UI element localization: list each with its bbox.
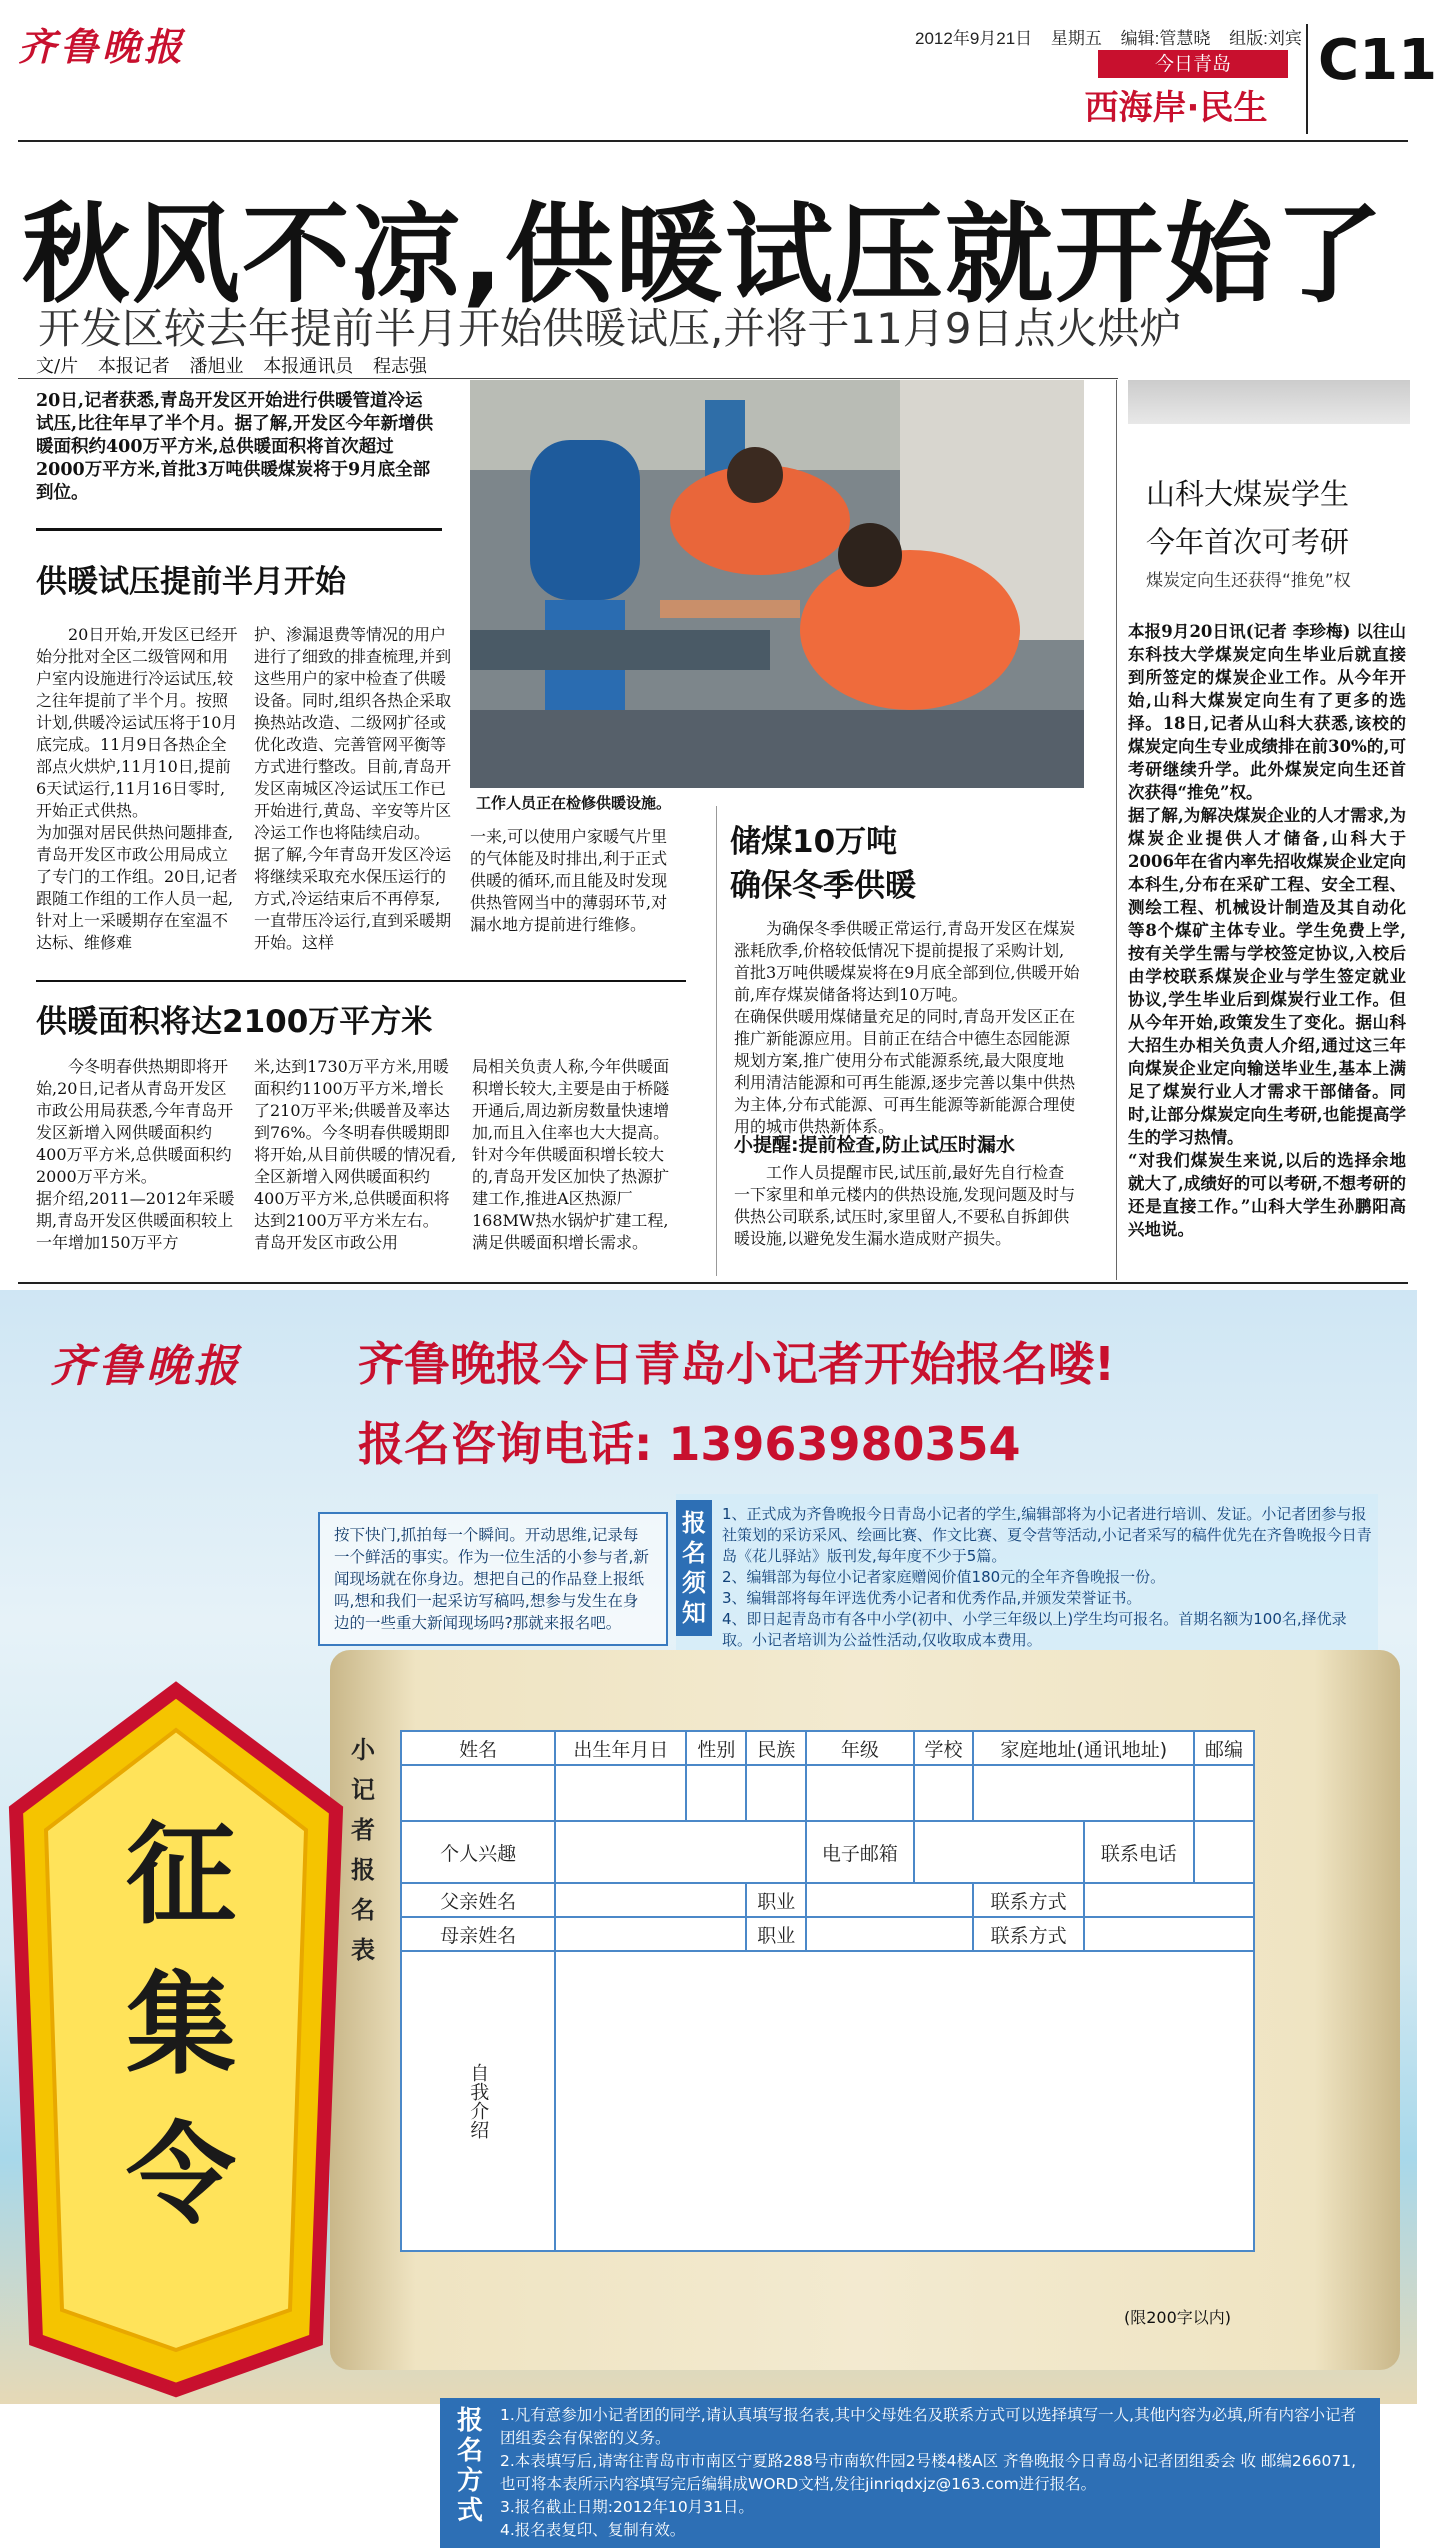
- page-number: C11: [1318, 28, 1437, 93]
- form-header: 家庭地址(通讯地址): [973, 1731, 1194, 1765]
- article-column: 局相关负责人称,今年供暖面积增长较大,主要是由于桥隧开通后,周边新房数量快速增加,而且入住率也大大提高。针对今年供暖面积增长较大的,青岛开发区加快了热源扩建工作,推进A区热源厂168MW热水锅炉扩建工程,满足供暖面积增长需求。: [472, 1057, 670, 1252]
- weekday: 星期五: [1050, 29, 1102, 48]
- masthead-logo: 齐鲁晚报: [18, 24, 187, 69]
- article-column: 一来,可以使用户家暖气片里的气体能及时排出,利于正式供暖的循环,而且能及时发现供热管网当中的薄弱环节,对漏水地方提前进行维修。: [470, 827, 668, 934]
- article-column: 护、渗漏退费等情况的用户进行了细致的排查梳理,并到这些用户的家中检查了供暖设备。同时,组织各热企采取换热站改造、二级网扩径或优化改造、完善管网平衡等方式进行整改。目前,青岛开发区南城区冷运试压工作已开始进行,黄岛、辛安等片区冷运工作也将陆续启动。 据了解,今年青岛开发区冷运将继续采取充水保压运行的方式,冷运结束后不再停泵,一直带压冷运行,直到采暖期开始。这样: [254, 625, 452, 952]
- section-heading: 供暖试压提前半月开始: [36, 564, 346, 600]
- form-header: 年级: [806, 1731, 913, 1765]
- byline: [36, 352, 441, 378]
- form-cell[interactable]: [1084, 1917, 1254, 1951]
- form-header: 出生年月日: [555, 1731, 686, 1765]
- divider: [36, 528, 442, 531]
- ad-logo: 齐鲁晚报: [50, 1341, 242, 1392]
- form-label: 父亲姓名: [401, 1883, 555, 1917]
- masthead-meta: [915, 24, 1316, 49]
- notice-tag: 报名须知: [676, 1500, 712, 1636]
- byline-part: 本报记者: [97, 356, 170, 377]
- form-cell[interactable]: [1194, 1765, 1254, 1821]
- recruitment-ad: [0, 1290, 1417, 2539]
- word-limit: (限200字以内): [1124, 2308, 1232, 2327]
- article-column: 20日开始,开发区已经开始分批对全区二级管网和用户室内设施进行冷运试压,较之往年提前了半个月。按照计划,供暖冷运试压将于10月底完成。11月9日各热企全部点火烘炉,11月10日,提前6天试运行,11月16日零时,开始正式供热。 为加强对居民供热问题排查,青岛开发区市政公用局成立了专门的工作组。20日,记者跟随工作组的工作人员一起,针对上一采暖期存在室温不达标、维修难: [36, 625, 238, 952]
- form-cell[interactable]: [806, 1765, 913, 1821]
- form-header: 学校: [914, 1731, 974, 1765]
- form-label: 母亲姓名: [401, 1917, 555, 1951]
- subheadline: 开发区较去年提前半月开始供暖试压,并将于11月9日点火烘炉: [38, 304, 1182, 353]
- form-cell[interactable]: [746, 1765, 806, 1821]
- reminder-heading: 小提醒:提前检查,防止试压时漏水: [734, 1134, 1015, 1156]
- form-cell[interactable]: [686, 1765, 746, 1821]
- form-cell[interactable]: [555, 1821, 806, 1883]
- form-cell[interactable]: [1084, 1883, 1254, 1917]
- article-column: 今冬明春供热期即将开始,20日,记者从青岛开发区市政公用局获悉,今年青岛开发区新增入网供暖面积约400万平方米,总供暖面积约2000万平方米。 据介绍,2011—2012年采暖期,青岛开发区供暖面积较上一年增加150万平方: [36, 1057, 235, 1252]
- form-header: 邮编: [1194, 1731, 1254, 1765]
- editor: 编辑:管慧晓: [1120, 29, 1211, 48]
- form-cell[interactable]: [1194, 1821, 1254, 1883]
- divider: [18, 140, 1408, 142]
- form-cell[interactable]: [806, 1883, 973, 1917]
- section-title: 西海岸·民生: [1084, 88, 1268, 128]
- form-cell[interactable]: [914, 1821, 1084, 1883]
- section-heading: 供暖面积将达2100万平方米: [36, 1004, 433, 1040]
- layout-editor: 组版:刘宾: [1229, 29, 1302, 48]
- registration-form: [400, 1730, 1255, 2252]
- workers-photo: [470, 380, 1084, 788]
- sidebar-title: 山科大煤炭学生 今年首次可考研: [1146, 477, 1350, 559]
- byline-part: 程志强: [373, 356, 428, 377]
- self-intro-cell[interactable]: [555, 1951, 1254, 2251]
- form-title: 小记者报名表: [351, 1736, 375, 1964]
- form-label: 联系方式: [973, 1917, 1083, 1951]
- form-header: 民族: [746, 1731, 806, 1765]
- lead-paragraph: 20日,记者获悉,青岛开发区开始进行供暖管道冷运试压,比往年早了半个月。据了解,开发区今年新增供暖面积约400万平方米,总供暖面积将首次超过2000万平方米,首批3万吨供暖煤炭将于9月底全部到位。: [36, 391, 434, 503]
- ad-title: 齐鲁晚报今日青岛小记者开始报名喽!: [358, 1337, 1115, 1391]
- photo-caption: 工作人员正在检修供暖设施。: [476, 794, 672, 812]
- divider: [1306, 24, 1308, 134]
- ad-intro: 按下快门,抓拍每一个瞬间。开动思维,记录每一个鲜活的事实。作为一位生活的小参与者,新闻现场就在你身边。想把自己的作品登上报纸吗,想和我们一起采访写稿吗,想参与发生在身边的一些重大新闻现场吗?那就来报名吧。: [318, 1512, 668, 1646]
- form-label: 电子邮箱: [806, 1821, 913, 1883]
- article-paragraph: 为确保冬季供暖正常运行,青岛开发区在煤炭涨耗欣季,价格较低情况下提前提报了采购计划,首批3万吨供暖煤炭将在9月底全部到位,供暖开始前,库存煤炭储备将达到10万吨。 在确保供暖用煤储量充足的同时,青岛开发区正在推广新能源应用。目前正在结合中德生态园能源规划方案,推广使用分布式能源系统,最大限度地利用清洁能源和可再生能源,逐步完善以集中供热为主体,分布式能源、可再生能源等新能源合理使用的城市供热新体系。: [734, 919, 1080, 1136]
- form-cell[interactable]: [401, 1765, 555, 1821]
- form-header: 姓名: [401, 1731, 555, 1765]
- method-tag: 报名方式: [456, 2406, 483, 2526]
- article-column: 米,达到1730万平方米,用暖面积约1100万平方米,增长了210万平米;供暖普及率达到76%。今冬明春供暖期即将开始,从目前供暖的情况看,全区新增入网供暖面积约400万平方米,总供暖面积将达到2100万平方米左右。 青岛开发区市政公用: [254, 1057, 457, 1252]
- banner-text: 征集令: [126, 1810, 236, 2239]
- form-label: 联系电话: [1084, 1821, 1194, 1883]
- ad-phone: 报名咨询电话: 13963980354: [358, 1417, 1021, 1471]
- form-label: 联系方式: [973, 1883, 1083, 1917]
- headline: 秋风不凉,供暖试压就开始了: [22, 193, 1386, 318]
- byline-part: 潘旭业: [189, 356, 244, 377]
- divider: [36, 980, 686, 982]
- divider: [18, 1282, 1408, 1284]
- sidebar-body: 本报9月20日讯(记者 李珍梅) 以往山东科技大学煤炭定向生毕业后就直接到所签定的煤炭企业工作。从今年开始,山科大煤炭定向生有了更多的选择。18日,记者从山科大获悉,该校的煤炭定向生专业成绩排在前30%的,可考研继续升学。此外煤炭定向生还首次获得“推免”权。 据了解,为解决煤炭企业的人才需求,为煤炭企业提供人才储备,山科大于2006年在省内率先招收煤炭企业定向本科生,分布在采矿工程、安全工程、测绘工程、机械设计制造及其自动化等8个煤矿主体专业。学生免费上学,按有关学生需与学校签定协议,入校后由学校联系煤炭企业与学生签定就业协议,学生毕业后到煤炭行业工作。但从今年开始,政策发生了变化。据山科大招生办相关负责人介绍,通过这三年向煤炭企业定向输送毕业生,基本上满足了煤炭行业人才需求干部储备。同时,让部分煤炭定向生考研,也能提高学生的学习热情。 “对我们煤炭生来说,以后的选择余地就大了,成绩好的可以考研,不想考研的还是直接工作。”山科大学生孙鹏阳高兴地说。: [1128, 622, 1406, 1239]
- form-cell[interactable]: [555, 1917, 746, 1951]
- form-label: 个人兴趣: [401, 1821, 555, 1883]
- form-cell[interactable]: [555, 1765, 686, 1821]
- reminder-paragraph: 工作人员提醒市民,试压前,最好先自行检查一下家里和单元楼内的供热设施,发现问题及时与供热公司联系,试压时,家里留人,不要私自拆卸供暖设施,以避免发生漏水造成财产损失。: [734, 1163, 1076, 1248]
- date: 2012年9月21日: [915, 29, 1033, 48]
- sidebar-header-bar: [1128, 380, 1410, 424]
- section-tag: 今日青岛: [1098, 50, 1288, 78]
- divider: [716, 806, 717, 1276]
- form-label: 自我介绍: [401, 1951, 555, 2251]
- form-cell[interactable]: [555, 1883, 746, 1917]
- form-cell[interactable]: [806, 1917, 973, 1951]
- byline-part: 文/片: [36, 356, 79, 377]
- banner-graphic: [6, 1690, 356, 2390]
- form-cell[interactable]: [914, 1765, 974, 1821]
- divider: [1116, 380, 1117, 1280]
- form-cell[interactable]: [973, 1765, 1194, 1821]
- byline-part: 本报通讯员: [263, 356, 354, 377]
- method-text: 1.凡有意参加小记者团的同学,请认真填写报名表,其中父母姓名及联系方式可以选择填写一人,其他内容为必填,所有内容小记者团组委会有保密的义务。 2.本表填写后,请寄往青岛市市南区宁夏路288号市南软件园2号楼4楼A区 齐鲁晚报今日青岛小记者团组委会 收 邮编266071,也可将本表所示内容填写完后编辑成WORD文档,发往jinriqdxjz@163.com进行报名。 3.报名截止日期:2012年10月31日。 4.报名表复印、复制有效。: [500, 2406, 1357, 2539]
- section-heading: 储煤10万吨 确保冬季供暖: [730, 824, 916, 904]
- sidebar-subtitle: 煤炭定向生还获得“推免”权: [1146, 571, 1351, 591]
- form-label: 职业: [746, 1917, 806, 1951]
- form-header: 性别: [686, 1731, 746, 1765]
- divider: [18, 378, 1118, 379]
- form-label: 职业: [746, 1883, 806, 1917]
- notice-text: 1、正式成为齐鲁晚报今日青岛小记者的学生,编辑部将为小记者进行培训、发证。小记者团参与报社策划的采访采风、绘画比赛、作文比赛、夏令营等活动,小记者采写的稿件优先在齐鲁晚报今日青岛《花儿驿站》版刊发,每年度不少于5篇。 2、编辑部为每位小记者家庭赠阅价值180元的全年齐鲁晚报一份。 3、编辑部将每年评选优秀小记者和优秀作品,并颁发荣誉证书。 4、即日起青岛市有各中小学(初中、小学三年级以上)学生均可报名。首期名额为100名,择优录取。小记者培训为公益性活动,仅收取成本费用。: [722, 1505, 1372, 1649]
